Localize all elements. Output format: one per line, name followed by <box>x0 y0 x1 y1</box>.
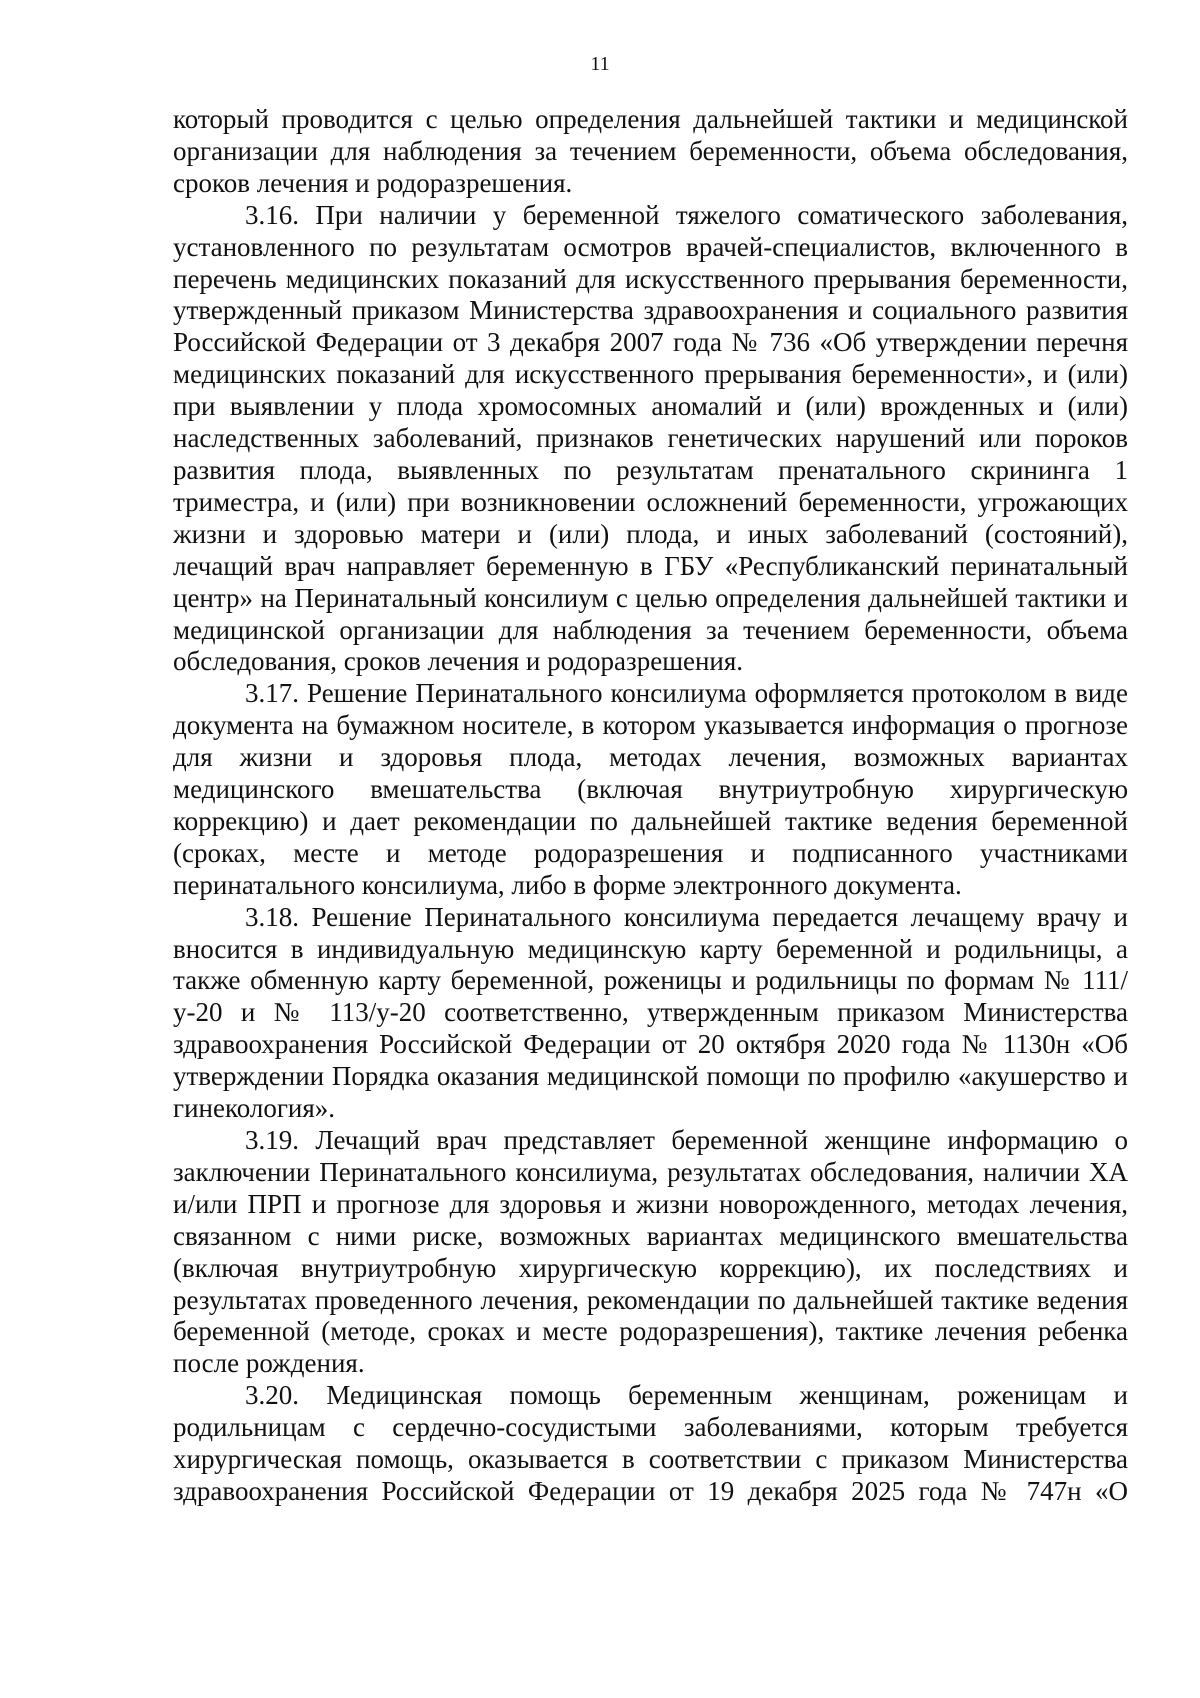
paragraph-3-18: 3.18. Решение Перинатального консилиума передается лечащему врачу и вносится в индивидуальную медицинскую карту беременной и родильницы, а также обменную карту беременной, роженицы и родильницы по формам № 111/у-20 и № 113/у-20 соответственно, утвержденным приказом Министерства здравоохранения Российской Федерации от 20 октября 2020 года № 1130н «Об утверждении Порядка оказания медицинской помощи по профилю «акушерство и гинекология». <box>173 901 1128 1124</box>
paragraph-continuation: который проводится с целью определения дальнейшей тактики и медицинской организации для наблюдения за течением беременности, объема обследования, сроков лечения и родоразрешения. <box>173 104 1128 198</box>
page-number: 11 <box>590 53 610 75</box>
paragraph-3-17: 3.17. Решение Перинатального консилиума оформляется протоколом в виде документа на бумажном носителе, в котором указывается информация о прогнозе для жизни и здоровья плода, методах лечения, возможных вариантах медицинского вмешательства (включая внутриутробную хирургическую коррекцию) и дает рекомендации по дальнейшей тактике ведения беременной (сроках, месте и методе родоразрешения и подписанного участниками перинатального консилиума, либо в форме электронного документа. <box>173 678 1128 900</box>
paragraph-3-16: 3.16. При наличии у беременной тяжелого соматического заболевания, установленного по результатам осмотров врачей-специалистов, включенного в перечень медицинских показаний для искусственного прерывания беременности, утвержденный приказом Министерства здравоохранения и социального развития Российской Федерации от 3 декабря 2007 года № 736 «Об утверждении перечня медицинских показаний для искусственного прерывания беременности», и (или) при выявлении у плода хромосомных аномалий и (или) врожденных и (или) наследственных заболеваний, признаков генетических нарушений или пороков развития плода, выявленных по результатам пренатального скрининга 1 триместра, и (или) при возникновении осложнений беременности, угрожающих жизни и здоровью матери и (или) плода, и иных заболеваний (состояний), лечащий врач направляет беременную в ГБУ «Республиканский перинатальный центр» на Перинатальный консилиум с целью определения дальнейшей тактики и медицинской организации для наблюдения за течением беременности, объема обследования, сроков лечения и родоразрешения. <box>173 199 1128 677</box>
paragraph-3-19: 3.19. Лечащий врач представляет беременной женщине информацию о заключении Перинатального консилиума, результатах обследования, наличии ХА и/или ПРП и прогнозе для здоровья и жизни новорожденного, методах лечения, связанном с ними риске, возможных вариантах медицинского вмешательства (включая внутриутробную хирургическую коррекцию), их последствиях и результатах проведенного лечения, рекомендации по дальнейшей тактике ведения беременной (методе, сроках и месте родоразрешения), тактике лечения ребенка после рождения. <box>173 1125 1128 1379</box>
document-body <box>173 104 1128 1508</box>
paragraph-3-20: 3.20. Медицинская помощь беременным женщинам, роженицам и родильницам с сердечно-сосудистыми заболеваниями, которым требуется хирургическая помощь, оказывается в соответствии с приказом Министерства здравоохранения Российской Федерации от 19 декабря 2025 года № 747н «О <box>173 1380 1128 1506</box>
